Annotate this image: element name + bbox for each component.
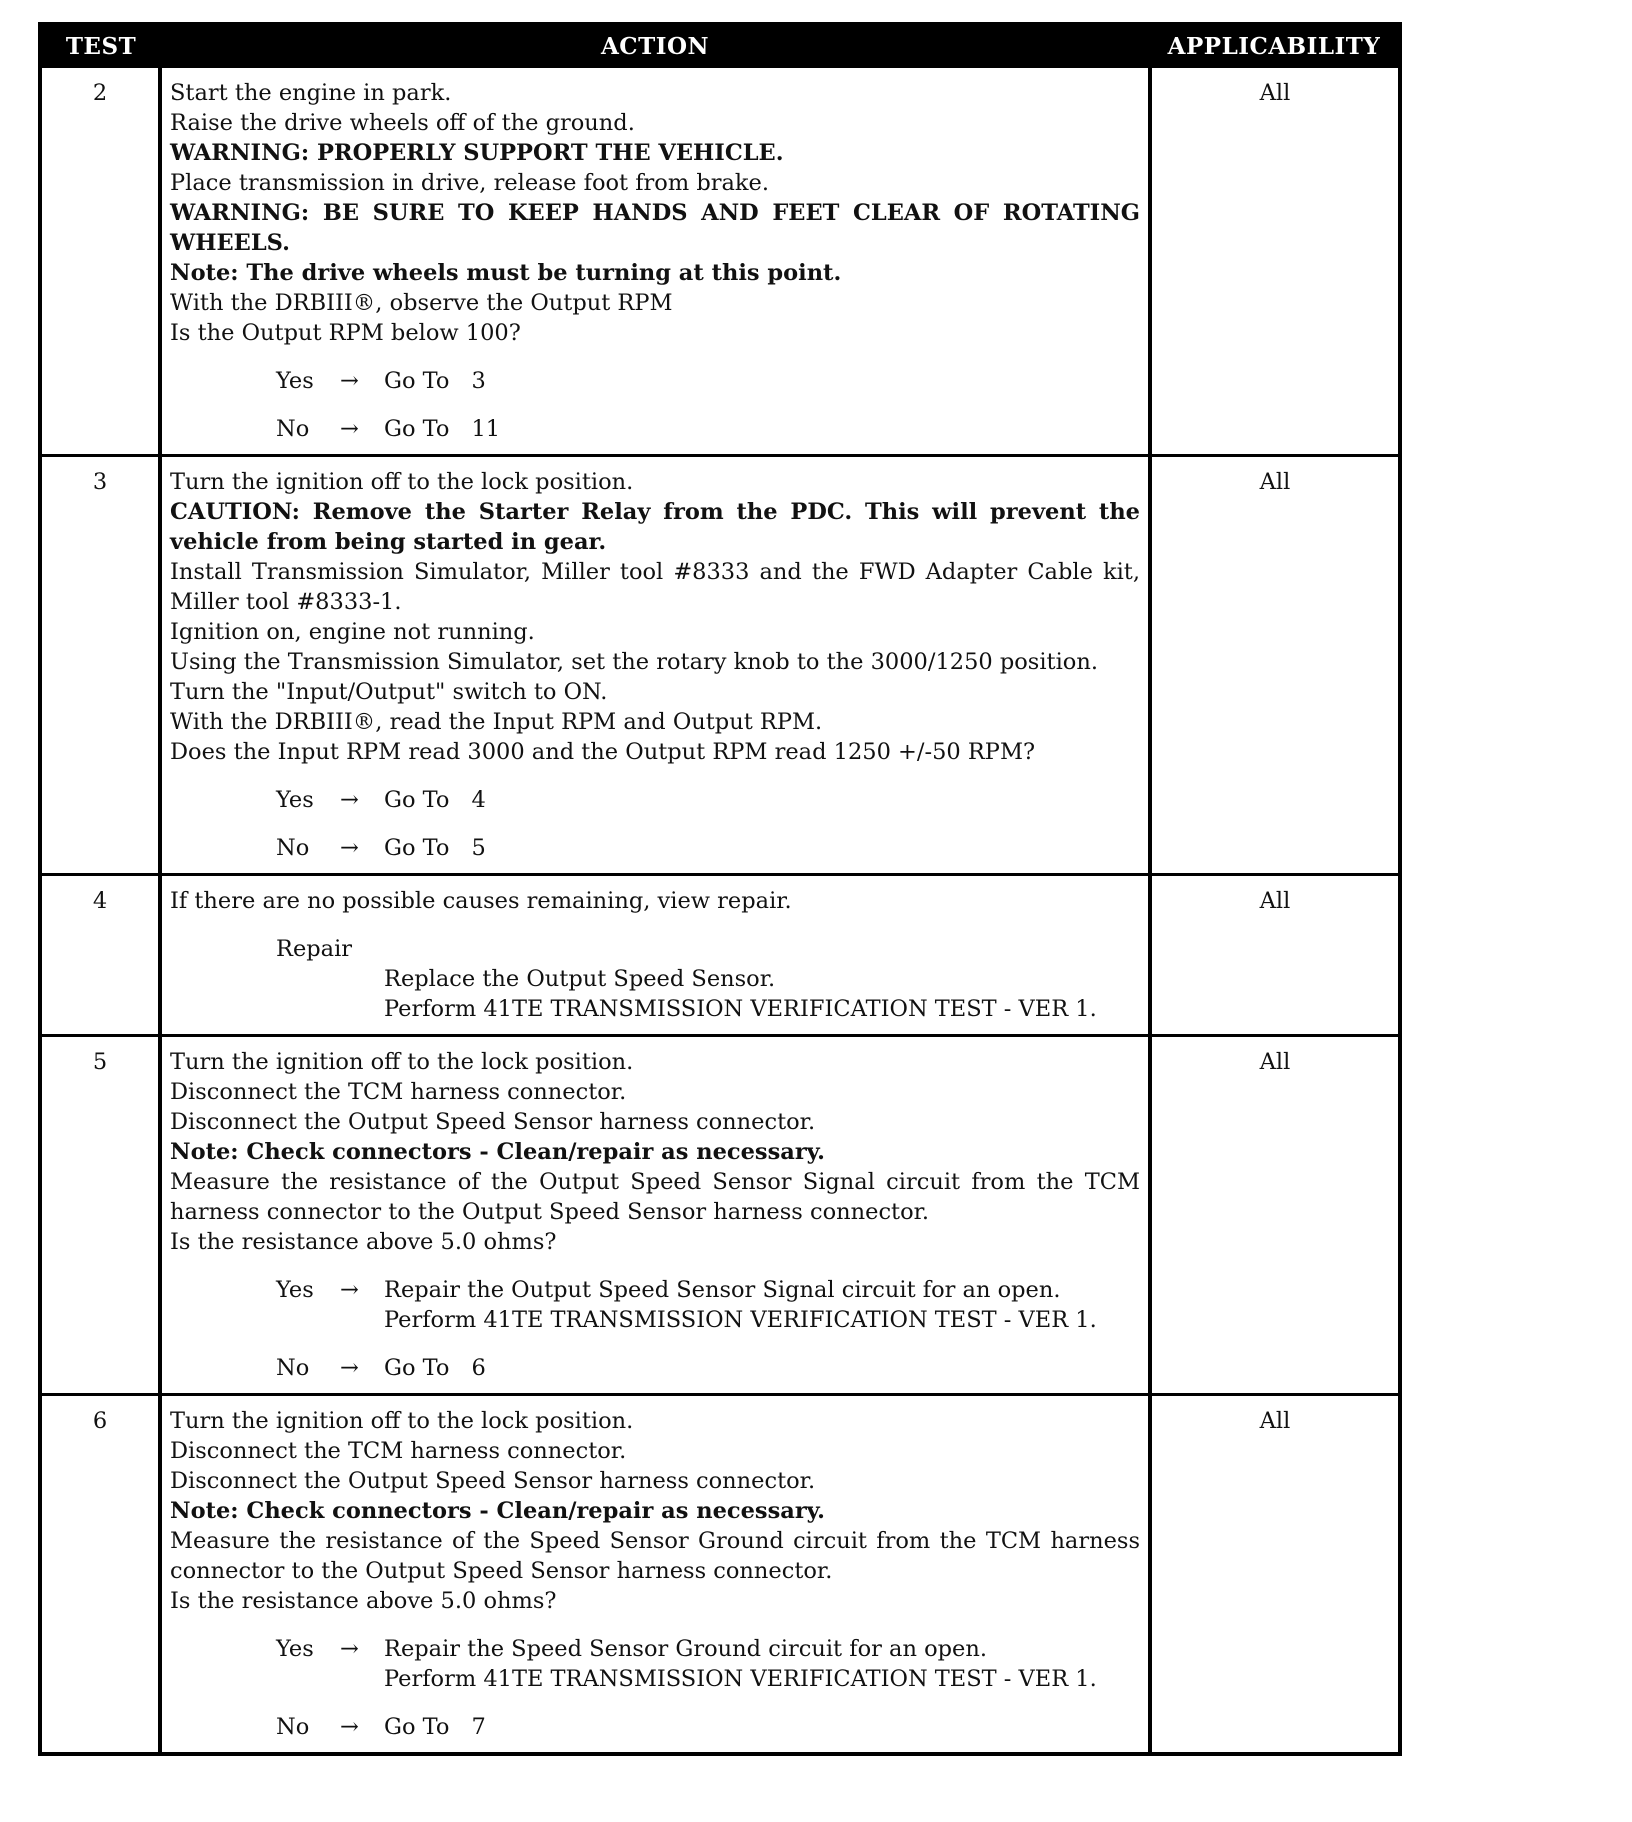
no-outcome — [276, 1712, 1140, 1742]
applicability-value: All — [1150, 456, 1400, 875]
yes-label: Yes — [276, 368, 314, 394]
goto-number: 4 — [471, 787, 486, 813]
yes-outcome — [276, 785, 1140, 815]
goto-number: 5 — [471, 835, 486, 861]
applicability-value: All — [1150, 875, 1400, 1036]
table-row — [40, 456, 1400, 875]
action-line: Disconnect the TCM harness connector. — [170, 1438, 627, 1464]
repair-step: Repair the Output Speed Sensor Signal circuit for an open. — [384, 1277, 1061, 1303]
goto-label: Go To — [384, 787, 450, 813]
applicability-value: All — [1150, 1036, 1400, 1395]
goto-label: Go To — [384, 1355, 450, 1381]
applicability-value: All — [1150, 67, 1400, 456]
goto-number: 6 — [471, 1355, 486, 1381]
action-line: Turn the ignition off to the lock position. — [170, 1049, 634, 1075]
goto-label: Go To — [384, 368, 450, 394]
yes-label: Yes — [276, 1277, 314, 1303]
goto-number: 11 — [471, 416, 501, 442]
test-number: 6 — [40, 1395, 160, 1755]
action-cell — [160, 1036, 1150, 1395]
action-line: Turn the "Input/Output" switch to ON. — [170, 679, 608, 705]
action-line: If there are no possible causes remaining, view repair. — [170, 888, 792, 914]
no-label: No — [276, 835, 310, 861]
header-test: TEST — [40, 24, 160, 67]
question-line: Is the Output RPM below 100? — [170, 320, 521, 346]
arrow-icon: → — [340, 1355, 359, 1381]
caution-line: CAUTION: Remove the Starter Relay from the PDC. This will prevent the vehicle from being started in gear. — [170, 499, 1140, 555]
action-line: Disconnect the Output Speed Sensor harness connector. — [170, 1468, 816, 1494]
repair-step: Repair the Speed Sensor Ground circuit for an open. — [384, 1636, 987, 1662]
action-line: Place transmission in drive, release foot from brake. — [170, 170, 770, 196]
no-label: No — [276, 416, 310, 442]
action-line: Start the engine in park. — [170, 80, 452, 106]
table-row — [40, 1395, 1400, 1755]
no-outcome — [276, 833, 1140, 863]
applicability-value: All — [1150, 1395, 1400, 1755]
header-action: ACTION — [160, 24, 1150, 67]
warning-line: WARNING: PROPERLY SUPPORT THE VEHICLE. — [170, 140, 784, 166]
goto-label: Go To — [384, 1714, 450, 1740]
repair-step: Perform 41TE TRANSMISSION VERIFICATION TEST - VER 1. — [384, 996, 1097, 1022]
action-cell — [160, 67, 1150, 456]
no-outcome — [276, 414, 1140, 444]
table-header-row — [40, 24, 1400, 67]
repair-step: Replace the Output Speed Sensor. — [384, 966, 776, 992]
yes-label: Yes — [276, 787, 314, 813]
goto-label: Go To — [384, 416, 450, 442]
repair-label: Repair — [276, 936, 353, 962]
goto-number: 3 — [471, 368, 486, 394]
yes-label: Yes — [276, 1636, 314, 1662]
action-line: Disconnect the Output Speed Sensor harness connector. — [170, 1109, 816, 1135]
action-line: Using the Transmission Simulator, set the rotary knob to the 3000/1250 position. — [170, 649, 1098, 675]
arrow-icon: → — [340, 787, 359, 813]
action-line: Measure the resistance of the Speed Sensor Ground circuit from the TCM harness connector to the Output Speed Sensor harness connector. — [170, 1528, 1140, 1584]
test-number: 4 — [40, 875, 160, 1036]
arrow-icon: → — [340, 835, 359, 861]
question-line: Is the resistance above 5.0 ohms? — [170, 1588, 557, 1614]
action-line: Measure the resistance of the Output Speed Sensor Signal circuit from the TCM harness connector to the Output Speed Sensor harness connector. — [170, 1169, 1140, 1225]
arrow-icon: → — [340, 368, 359, 394]
question-line: Does the Input RPM read 3000 and the Output RPM read 1250 +/-50 RPM? — [170, 739, 1036, 765]
yes-outcome — [276, 1275, 1140, 1335]
question-line: Is the resistance above 5.0 ohms? — [170, 1229, 557, 1255]
action-line: Ignition on, engine not running. — [170, 619, 535, 645]
action-cell — [160, 1395, 1150, 1755]
action-cell — [160, 875, 1150, 1036]
test-number: 5 — [40, 1036, 160, 1395]
action-line: Install Transmission Simulator, Miller tool #8333 and the FWD Adapter Cable kit, Miller tool #8333-1. — [170, 559, 1140, 615]
action-line: With the DRBIII®, read the Input RPM and Output RPM. — [170, 709, 823, 735]
arrow-icon: → — [340, 1636, 359, 1662]
no-label: No — [276, 1355, 310, 1381]
no-label: No — [276, 1714, 310, 1740]
table-row — [40, 1036, 1400, 1395]
note-line: Note: Check connectors - Clean/repair as necessary. — [170, 1139, 825, 1165]
action-line: Raise the drive wheels off of the ground. — [170, 110, 635, 136]
action-cell — [160, 456, 1150, 875]
repair-block — [276, 934, 1140, 1024]
arrow-icon: → — [340, 1277, 359, 1303]
goto-number: 7 — [471, 1714, 486, 1740]
warning-line: WARNING: BE SURE TO KEEP HANDS AND FEET CLEAR OF ROTATING WHEELS. — [170, 200, 1140, 256]
arrow-icon: → — [340, 1714, 359, 1740]
action-line: Turn the ignition off to the lock position. — [170, 1408, 634, 1434]
action-line: Disconnect the TCM harness connector. — [170, 1079, 627, 1105]
action-line: With the DRBIII®, observe the Output RPM — [170, 290, 673, 316]
yes-outcome — [276, 366, 1140, 396]
header-applicability: APPLICABILITY — [1150, 24, 1400, 67]
test-number: 3 — [40, 456, 160, 875]
table-row — [40, 67, 1400, 456]
note-line: Note: The drive wheels must be turning at this point. — [170, 260, 842, 286]
table-row — [40, 875, 1400, 1036]
diagnostic-test-table — [38, 22, 1402, 1756]
note-line: Note: Check connectors - Clean/repair as necessary. — [170, 1498, 825, 1524]
yes-outcome — [276, 1634, 1140, 1694]
arrow-icon: → — [340, 416, 359, 442]
no-outcome — [276, 1353, 1140, 1383]
test-number: 2 — [40, 67, 160, 456]
repair-step: Perform 41TE TRANSMISSION VERIFICATION TEST - VER 1. — [384, 1307, 1097, 1333]
repair-step: Perform 41TE TRANSMISSION VERIFICATION TEST - VER 1. — [384, 1666, 1097, 1692]
goto-label: Go To — [384, 835, 450, 861]
action-line: Turn the ignition off to the lock position. — [170, 469, 634, 495]
